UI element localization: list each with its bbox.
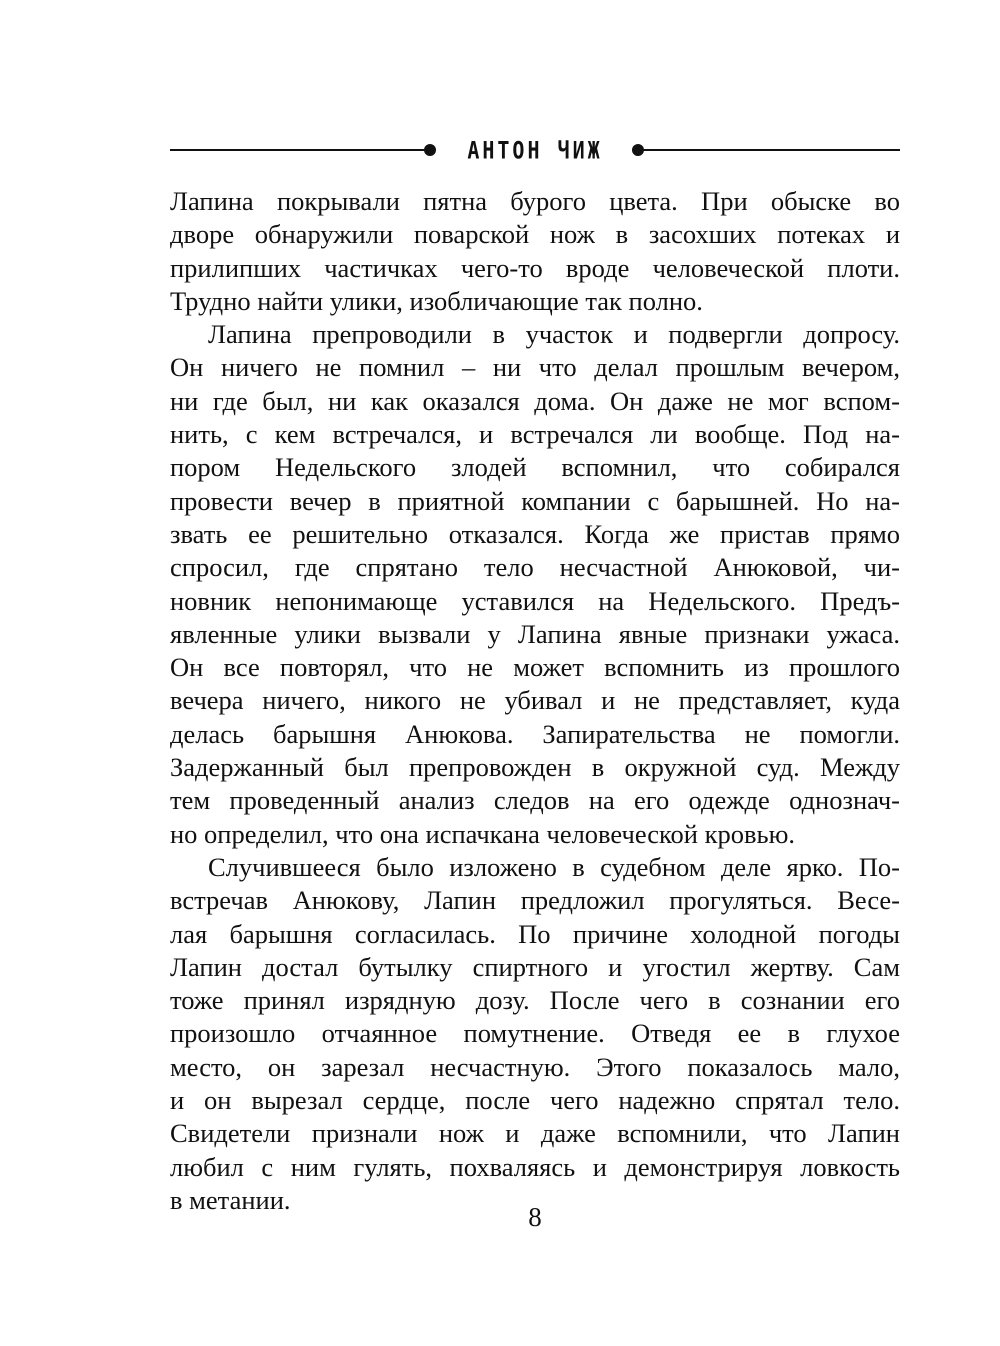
text-line: Он ничего не помнил – ни что делал прошлым вечером, xyxy=(170,352,900,383)
page-number: 8 xyxy=(528,1202,542,1232)
text-line: любил с ним гулять, похваляясь и демонстрируя ловкость xyxy=(170,1151,900,1182)
text-line: тоже принял изрядную дозу. После чего в сознании его xyxy=(170,985,900,1016)
text-line: место, он зарезал несчастную. Этого показалось мало, xyxy=(170,1051,900,1082)
text-line: Лапин достал бутылку спиртного и угостил жертву. Сам xyxy=(170,951,900,982)
paragraph xyxy=(170,851,900,1217)
header-dot-left xyxy=(424,144,436,156)
header-rule-right xyxy=(638,149,900,151)
text-line: вечера ничего, никого не убивал и не представляет, куда xyxy=(170,685,900,716)
text-line: нить, с кем встречался, и встречался ли вообще. Под на- xyxy=(170,419,900,450)
text-line: спросил, где спрятано тело несчастной Анюковой, чи- xyxy=(170,552,900,583)
text-line: в метании. xyxy=(170,1184,291,1215)
header-rule-left xyxy=(170,149,428,151)
text-line: делась барышня Анюкова. Запирательства не помогли. xyxy=(170,718,900,749)
paragraph xyxy=(170,318,900,851)
text-line: звать ее решительно отказался. Когда же пристав прямо xyxy=(170,518,900,549)
text-line: лая барышня согласилась. По причине холодной погоды xyxy=(170,918,900,949)
text-line: Трудно найти улики, изобличающие так полно. xyxy=(170,285,703,316)
text-line: и он вырезал сердце, после чего надежно спрятал тело. xyxy=(170,1085,900,1116)
text-line: Он все повторял, что не может вспомнить из прошлого xyxy=(170,652,900,683)
text-line: провести вечер в приятной компании с барышней. Но на- xyxy=(170,485,900,516)
text-line: пором Недельского злодей вспомнил, что собирался xyxy=(170,452,900,483)
text-line: Лапина препроводили в участок и подвергли допросу. xyxy=(208,319,900,350)
running-header xyxy=(170,135,900,165)
text-line: дворе обнаружили поварской нож в засохших потеках и xyxy=(170,219,900,250)
text-line: Лапина покрывали пятна бурого цвета. При обыске во xyxy=(170,186,900,216)
text-line: явленные улики вызвали у Лапина явные признаки ужаса. xyxy=(170,618,900,649)
text-line: встречав Анюкову, Лапин предложил прогуляться. Весе- xyxy=(170,885,900,916)
text-line: Свидетели признали нож и даже вспомнили, что Лапин xyxy=(170,1118,900,1149)
body-text xyxy=(170,185,900,1217)
text-line: новник непонимающе уставился на Недельского. Предъ- xyxy=(170,585,900,616)
text-line: произошло отчаянное помутнение. Отведя ее в глухое xyxy=(170,1018,900,1049)
text-line: Случившееся было изложено в судебном деле ярко. По- xyxy=(208,851,900,882)
text-line: но определил, что она испачкана человеческой кровью. xyxy=(170,818,796,849)
text-line: прилипших частичках чего-то вроде человеческой плоти. xyxy=(170,252,900,283)
text-line: Задержанный был препровожден в окружной суд. Между xyxy=(170,752,900,783)
header-author: АНТОН ЧИЖ xyxy=(467,135,603,165)
paragraph xyxy=(170,185,900,318)
text-line: тем проведенный анализ следов на его одежде однознач- xyxy=(170,785,900,816)
text-line: ни где был, ни как оказался дома. Он даже не мог вспом- xyxy=(170,385,900,416)
